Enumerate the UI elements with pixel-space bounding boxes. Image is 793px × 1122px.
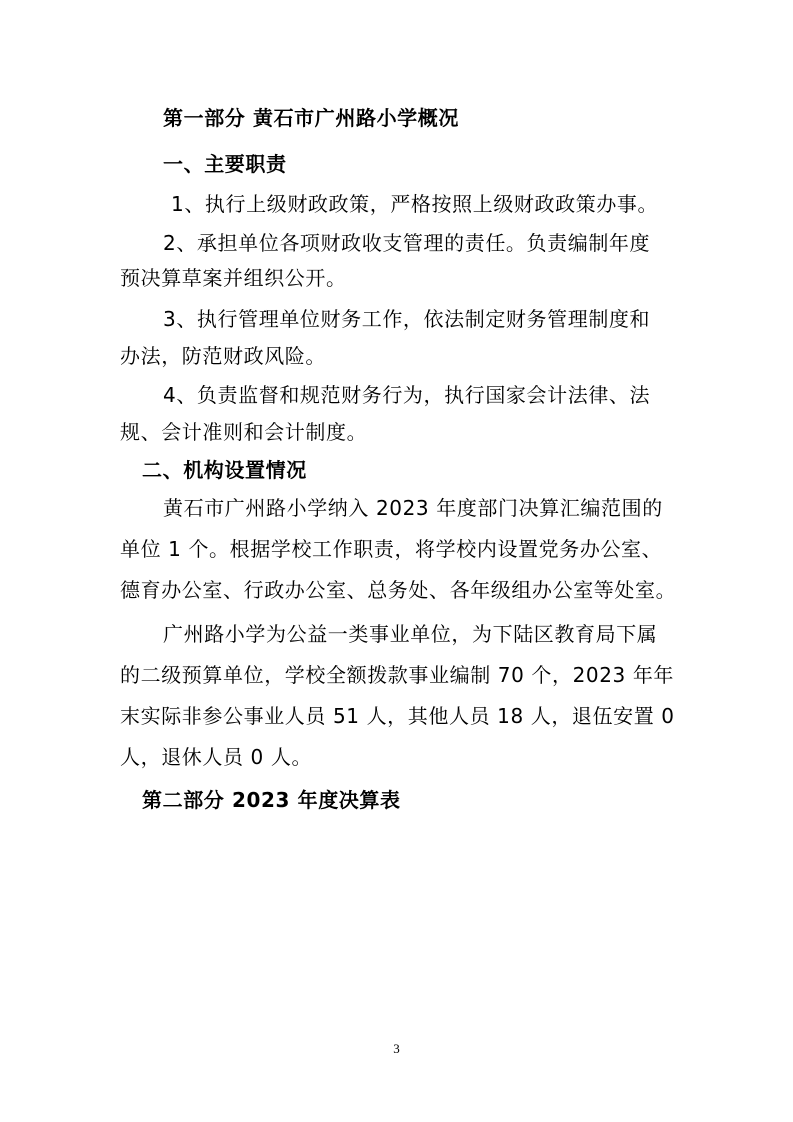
- section1-heading: 一、主要职责: [163, 152, 287, 176]
- org-paragraph-2-line-3: 末实际非参公事业人员 51 人，其他人员 18 人，退伍安置 0: [120, 704, 675, 728]
- org-paragraph-2-line-1: 广州路小学为公益一类事业单位，为下陆区教育局下属: [163, 622, 658, 646]
- page-number: 3: [393, 1041, 400, 1056]
- part2-title: 第二部分 2023 年度决算表: [142, 788, 401, 812]
- duty-item-1-line-1: 1、执行上级财政政策，严格按照上级财政政策办事。: [171, 192, 659, 216]
- part1-title: 第一部分 黄石市广州路小学概况: [163, 106, 459, 130]
- duty-item-2-line-2: 预决算草案并组织公开。: [120, 266, 347, 290]
- org-paragraph-2-line-2: 的二级预算单位，学校全额拨款事业编制 70 个，2023 年年: [120, 663, 675, 687]
- org-paragraph-1-line-2: 单位 1 个。根据学校工作职责，将学校内设置党务办公室、: [120, 537, 663, 561]
- duty-item-4-line-2: 规、会计准则和会计制度。: [120, 420, 368, 444]
- duty-item-4-line-1: 4、负责监督和规范财务行为，执行国家会计法律、法: [163, 383, 651, 407]
- org-paragraph-2-line-4: 人，退休人员 0 人。: [120, 745, 313, 769]
- section2-heading: 二、机构设置情况: [142, 458, 307, 482]
- org-paragraph-1-line-1: 黄石市广州路小学纳入 2023 年度部门决算汇编范围的: [163, 496, 663, 520]
- duty-item-2-line-1: 2、承担单位各项财政收支管理的责任。负责编制年度: [163, 231, 651, 255]
- org-paragraph-1-line-3: 德育办公室、行政办公室、总务处、各年级组办公室等处室。: [120, 578, 677, 602]
- duty-item-3-line-2: 办法，防范财政风险。: [120, 344, 326, 368]
- duty-item-3-line-1: 3、执行管理单位财务工作，依法制定财务管理制度和: [163, 307, 651, 331]
